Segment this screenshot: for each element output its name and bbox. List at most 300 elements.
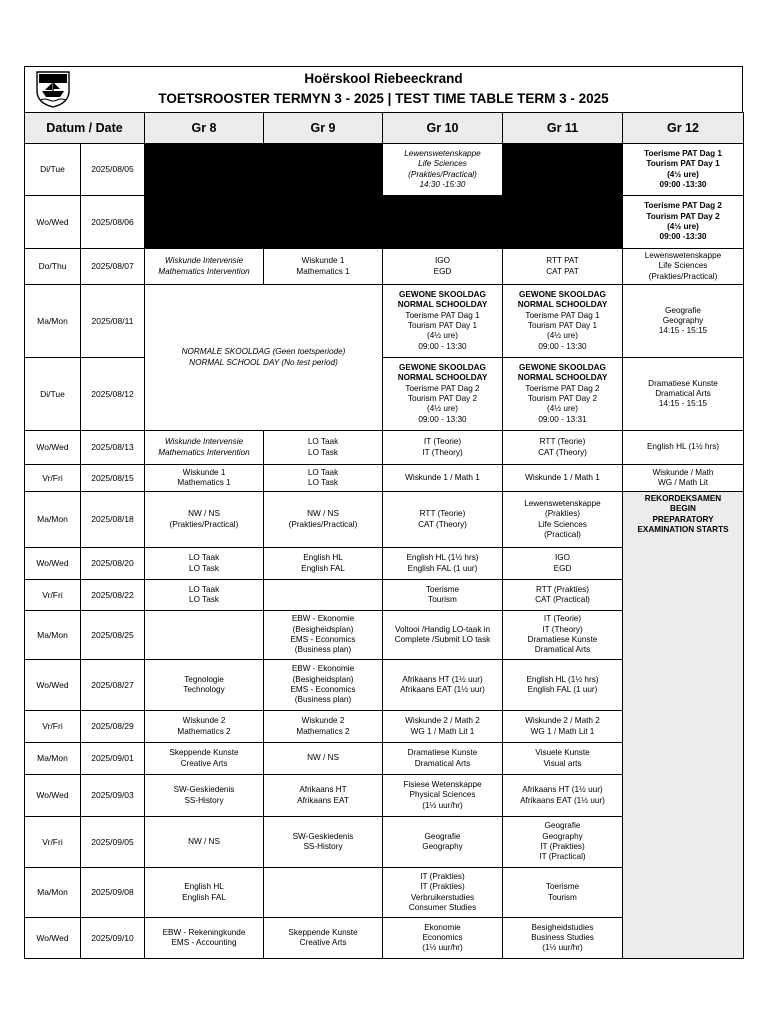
date-cell: 2025/08/20: [81, 548, 145, 580]
blocked-cell: [145, 196, 623, 249]
school-name: Hoërskool Riebeeckrand: [304, 71, 463, 86]
cell-line: IGO: [554, 553, 570, 563]
date-cell: 2025/08/22: [81, 580, 145, 611]
date-cell: 2025/08/06: [81, 196, 145, 249]
cell-line: Dramatical Arts: [534, 645, 591, 655]
cell-line: RTT (Teorie): [419, 509, 466, 519]
cell-line: Lewenswetenskappe: [404, 148, 481, 158]
normal-school-day-cell: [145, 285, 383, 431]
cell-line: NW / NS: [307, 753, 339, 763]
gr12-cell: [623, 144, 744, 196]
cell-line: REKORDEKSAMEN: [644, 494, 722, 503]
gr9-cell: [264, 492, 383, 548]
cell-line: IT (Practical): [539, 852, 586, 862]
gr11-cell: [503, 775, 623, 817]
cell-line: English HL: [184, 882, 224, 892]
cell-line: Toerisme PAT Dag 1: [644, 148, 722, 158]
cell-line: Geografie: [424, 831, 461, 841]
gr11-cell: [503, 285, 623, 358]
cell-line: Toerisme: [425, 584, 460, 594]
cell-line: Visual arts: [543, 758, 582, 768]
cell-line: Skeppende Kunste: [169, 748, 239, 758]
cell-line: (4½ ure): [427, 331, 458, 341]
day-cell: Wo/Wed: [25, 660, 81, 711]
cell-line: EGD: [553, 563, 572, 573]
cell-line: Wiskunde 1: [182, 467, 226, 477]
gr9-cell: [264, 817, 383, 868]
gr8-cell: [145, 775, 264, 817]
cell-line: NORMAL SCHOOLDAY: [517, 300, 608, 310]
cell-line: (Practical): [544, 529, 581, 539]
table-row: [25, 144, 744, 196]
cell-line: Life Sciences: [538, 519, 587, 529]
gr9-cell: [264, 465, 383, 492]
cell-line: Geography: [422, 842, 463, 851]
cell-line: CAT (Theory): [418, 519, 467, 529]
cell-line: Geografie: [665, 305, 701, 315]
header-gr10: Gr 10: [383, 113, 503, 144]
gr8-cell: [145, 465, 264, 492]
cell-line: Wiskunde 1: [301, 256, 345, 266]
cell-line: Physical Sciences: [409, 790, 476, 800]
gr11-cell: [503, 711, 623, 743]
cell-line: 09:00 - 13:30: [538, 341, 587, 351]
date-cell: 2025/08/11: [81, 285, 145, 358]
cell-line: SW-Geskiedenis: [173, 785, 235, 795]
gr10-cell: [383, 918, 503, 959]
cell-line: Creative Arts: [180, 758, 228, 768]
cell-line: Toerisme PAT Dag 2: [405, 383, 480, 393]
cell-line: Afrikaans HT (1½ uur): [402, 674, 483, 684]
gr11-cell: [503, 611, 623, 660]
gr11-cell: [503, 660, 623, 711]
gr10-cell: [383, 548, 503, 580]
date-cell: 2025/09/03: [81, 775, 145, 817]
cell-line: Lewenswetenskappe: [644, 251, 722, 261]
test-timetable: [24, 112, 744, 959]
header-gr12: Gr 12: [623, 113, 744, 144]
gr9-cell: [264, 431, 383, 465]
cell-line: Voltooi /Handig LO-taak in: [394, 624, 491, 634]
cell-line: EBW - Ekonomie: [291, 664, 355, 674]
gr9-cell: [264, 611, 383, 660]
cell-line: IT (Teorie): [543, 614, 582, 624]
cell-line: 14:15 - 15:15: [658, 399, 708, 409]
cell-line: SS-History: [184, 795, 224, 805]
cell-line: Verbruikerstudies: [410, 892, 475, 902]
gr9-cell: [264, 775, 383, 817]
gr8-cell: [145, 580, 264, 611]
cell-line: English HL (1½ hrs): [526, 674, 599, 684]
cell-line: Mathematics 2: [177, 726, 231, 736]
cell-line: Tourism PAT Day 2: [407, 394, 478, 403]
cell-line: (4½ ure): [547, 331, 578, 341]
date-cell: 2025/08/25: [81, 611, 145, 660]
cell-line: EXAMINATION STARTS: [637, 524, 729, 534]
gr10-cell: [383, 465, 503, 492]
cell-line: IT (Prakties): [420, 871, 465, 881]
cell-line: CAT (Practical): [535, 595, 590, 604]
cell-line: Mathematics Intervention: [158, 266, 250, 276]
gr10-cell: [383, 285, 503, 358]
gr8-cell: [145, 548, 264, 580]
cell-line: Toerisme PAT Dag 2: [644, 201, 722, 211]
document-title: TOETSROOSTER TERMYN 3 - 2025 | TEST TIME TABLE TERM 3 - 2025: [158, 91, 609, 106]
cell-line: LO Task: [308, 447, 338, 457]
cell-line: RTT (Teorie): [539, 437, 586, 447]
cell-line: Skeppende Kunste: [288, 927, 358, 937]
cell-line: EBW - Rekeningkunde: [162, 927, 246, 937]
gr9-cell: [264, 743, 383, 775]
cell-line: NORMAL SCHOOL DAY (No test period): [189, 357, 338, 367]
gr9-cell: [264, 868, 383, 918]
timetable-sheet: [24, 66, 743, 959]
cell-line: 09:00 -13:30: [659, 179, 707, 189]
cell-line: LO Taak: [188, 553, 220, 563]
cell-line: (4½ ure): [667, 222, 699, 231]
gr10-cell: [383, 580, 503, 611]
day-cell: Wo/Wed: [25, 196, 81, 249]
cell-line: Technology: [183, 685, 225, 694]
cell-line: (1½ uur/hr): [422, 943, 463, 953]
cell-line: Mathematics 1: [296, 266, 350, 276]
gr10-cell: [383, 711, 503, 743]
cell-line: Tourism PAT Day 1: [646, 159, 720, 169]
cell-line: Fisiese Wetenskappe: [403, 780, 482, 790]
gr10-cell: [383, 743, 503, 775]
cell-line: Wiskunde 2: [301, 716, 345, 726]
cell-line: (Besigheidsplan): [292, 624, 354, 634]
gr11-cell: [503, 249, 623, 285]
cell-line: EGD: [433, 266, 452, 276]
cell-line: Dramatical Arts: [655, 388, 711, 398]
day-cell: Do/Thu: [25, 249, 81, 285]
cell-line: (Business plan): [294, 695, 352, 705]
cell-line: Wiskunde / Math: [652, 467, 714, 477]
cell-line: Life Sciences: [418, 159, 467, 169]
gr9-cell: [264, 711, 383, 743]
cell-line: LO Taak: [188, 584, 220, 594]
gr9-cell: [264, 580, 383, 611]
day-cell: Vr/Fri: [25, 711, 81, 743]
cell-line: Toerisme PAT Dag 1: [525, 310, 600, 320]
day-cell: Ma/Mon: [25, 868, 81, 918]
gr12-cell: [623, 465, 744, 492]
gr8-cell: [145, 817, 264, 868]
cell-line: (Besigheidsplan): [292, 674, 354, 684]
cell-line: English FAL (1 uur): [407, 563, 478, 573]
cell-line: EBW - Ekonomie: [291, 614, 355, 624]
cell-line: NORMAL SCHOOLDAY: [397, 373, 488, 383]
date-cell: 2025/09/01: [81, 743, 145, 775]
cell-line: Dramatiese Kunste: [527, 635, 598, 644]
gr8-cell: [145, 611, 264, 660]
cell-line: Dramatiese Kunste: [407, 748, 478, 758]
cell-line: Complete /Submit LO task: [394, 635, 491, 644]
cell-line: Tegnologie: [184, 674, 224, 684]
gr11-cell: [503, 580, 623, 611]
gr11-cell: [503, 358, 623, 431]
gr11-cell: [503, 548, 623, 580]
cell-line: Tourism PAT Day 2: [646, 211, 720, 221]
cell-line: Geography: [542, 831, 583, 841]
cell-line: NORMAL SCHOOLDAY: [517, 373, 608, 383]
cell-line: IT (Prakties): [540, 842, 585, 851]
gr11-cell: [503, 465, 623, 492]
cell-line: 09:00 -13:30: [659, 232, 707, 242]
gr10-cell: [383, 249, 503, 285]
gr11-cell: [503, 743, 623, 775]
cell-line: English HL (1½ hrs): [646, 442, 720, 452]
cell-line: Afrikaans EAT (1½ uur): [520, 795, 605, 805]
cell-line: IGO: [434, 256, 450, 266]
cell-line: Business Studies: [531, 932, 594, 942]
header-date: Datum / Date: [25, 113, 145, 144]
cell-line: English HL (1½ hrs): [406, 553, 479, 563]
gr8-cell: [145, 492, 264, 548]
gr12-cell: [623, 358, 744, 431]
blocked-cell: [503, 144, 623, 196]
cell-line: 09:00 - 13:31: [538, 414, 587, 424]
cell-line: Wiskunde 1 / Math 1: [405, 472, 480, 482]
cell-line: 14:30 -15:30: [419, 179, 466, 189]
header-row: [25, 113, 744, 144]
cell-line: RTT (Prakties): [536, 584, 589, 594]
day-cell: Ma/Mon: [25, 611, 81, 660]
cell-line: Wiskunde Intervensie: [164, 256, 244, 266]
cell-line: LO Task: [308, 478, 338, 487]
cell-line: (Prakties/Practical): [648, 271, 718, 281]
gr10-cell: [383, 144, 503, 196]
cell-line: Dramatiese Kunste: [648, 378, 718, 388]
cell-line: Life Sciences: [658, 261, 708, 271]
table-row: [25, 196, 744, 249]
cell-line: SS-History: [303, 842, 343, 851]
cell-line: WG 1 / Math Lit 1: [530, 726, 595, 736]
gr8-cell: [145, 249, 264, 285]
table-row: [25, 431, 744, 465]
cell-line: (4½ ure): [427, 404, 458, 414]
cell-line: LO Taak: [307, 467, 339, 477]
gr12-cell: [623, 196, 744, 249]
day-cell: Ma/Mon: [25, 285, 81, 358]
cell-line: Afrikaans HT: [299, 785, 347, 795]
cell-line: LO Taak: [307, 437, 339, 447]
gr10-cell: [383, 868, 503, 918]
gr9-cell: [264, 918, 383, 959]
cell-line: Wiskunde 1 / Math 1: [525, 472, 600, 482]
cell-line: Consumer Studies: [408, 902, 477, 912]
cell-line: Mathematics 1: [177, 478, 231, 487]
gr10-cell: [383, 611, 503, 660]
date-cell: 2025/08/29: [81, 711, 145, 743]
cell-line: Tourism PAT Day 2: [527, 394, 598, 403]
gr8-cell: [145, 431, 264, 465]
cell-line: (1½ uur/hr): [542, 943, 583, 953]
gr10-cell: [383, 492, 503, 548]
cell-line: Dramatical Arts: [414, 758, 471, 768]
cell-line: (Prakties/Practical): [288, 519, 358, 529]
date-cell: 2025/08/05: [81, 144, 145, 196]
cell-line: 09:00 - 13:30: [418, 414, 467, 424]
cell-line: Wiskunde 2 / Math 2: [405, 716, 480, 726]
cell-line: NW / NS: [307, 509, 339, 519]
cell-line: CAT PAT: [546, 266, 579, 276]
cell-line: Geografie: [544, 821, 581, 831]
gr10-cell: [383, 358, 503, 431]
cell-line: GEWONE SKOOLDAG: [519, 290, 606, 300]
gr11-cell: [503, 492, 623, 548]
blocked-cell: [145, 144, 383, 196]
gr10-cell: [383, 817, 503, 868]
gr8-cell: [145, 711, 264, 743]
cell-line: English HL: [303, 553, 343, 563]
gr12-cell: [623, 285, 744, 358]
cell-line: 14:15 - 15:15: [658, 326, 708, 336]
cell-line: Lewenswetenskappe: [524, 498, 601, 508]
gr12-cell: [623, 431, 744, 465]
date-cell: 2025/09/05: [81, 817, 145, 868]
cell-line: Mathematics Intervention: [158, 447, 250, 457]
cell-line: (Business plan): [294, 645, 352, 655]
day-cell: Vr/Fri: [25, 465, 81, 492]
cell-line: BEGIN: [670, 504, 696, 514]
date-cell: 2025/08/27: [81, 660, 145, 711]
day-cell: Vr/Fri: [25, 580, 81, 611]
day-cell: Ma/Mon: [25, 743, 81, 775]
table-row: [25, 358, 744, 431]
day-cell: Di/Tue: [25, 358, 81, 431]
gr11-cell: [503, 918, 623, 959]
day-cell: Wo/Wed: [25, 548, 81, 580]
cell-line: Toerisme: [545, 882, 580, 892]
cell-line: WG 1 / Math Lit 1: [410, 726, 475, 736]
cell-line: IT (Prakties): [420, 882, 465, 892]
cell-line: Tourism PAT Day 1: [407, 321, 478, 330]
cell-line: (4½ ure): [547, 404, 578, 414]
cell-line: NW / NS: [188, 836, 220, 846]
date-cell: 2025/09/08: [81, 868, 145, 918]
date-cell: 2025/08/18: [81, 492, 145, 548]
day-cell: Wo/Wed: [25, 918, 81, 959]
day-cell: Di/Tue: [25, 144, 81, 196]
cell-line: LO Task: [189, 563, 219, 573]
day-cell: Wo/Wed: [25, 431, 81, 465]
date-cell: 2025/08/12: [81, 358, 145, 431]
gr8-cell: [145, 918, 264, 959]
gr9-cell: [264, 548, 383, 580]
gr8-cell: [145, 868, 264, 918]
cell-line: NORMAL SCHOOLDAY: [397, 300, 488, 310]
cell-line: English FAL: [301, 563, 345, 573]
cell-line: Geography: [662, 315, 704, 325]
cell-line: (Prakties/Practical): [169, 519, 239, 529]
cell-line: CAT (Theory): [538, 447, 587, 457]
gr12-exam-cell: [623, 492, 744, 959]
cell-line: IT (Teorie): [423, 437, 462, 447]
cell-line: (1½ uur/hr): [422, 800, 463, 810]
cell-line: EMS - Economics: [290, 685, 356, 694]
date-cell: 2025/08/07: [81, 249, 145, 285]
day-cell: Wo/Wed: [25, 775, 81, 817]
table-row: [25, 465, 744, 492]
cell-line: Toerisme PAT Dag 1: [405, 310, 480, 320]
gr10-cell: [383, 431, 503, 465]
gr12-cell: [623, 249, 744, 285]
cell-line: Ekonomie: [424, 922, 461, 932]
cell-line: Besigheidstudies: [531, 922, 594, 932]
cell-line: Tourism: [428, 595, 457, 604]
gr8-cell: [145, 660, 264, 711]
gr11-cell: [503, 868, 623, 918]
cell-line: PREPARATORY: [652, 514, 714, 524]
table-row: [25, 249, 744, 285]
cell-line: Toerisme PAT Dag 2: [525, 383, 600, 393]
cell-line: NORMALE SKOOLDAG (Geen toetsperiode): [181, 347, 346, 357]
cell-line: (Prakties/Practical): [408, 169, 477, 179]
cell-line: GEWONE SKOOLDAG: [519, 363, 606, 373]
cell-line: IT (Theory): [542, 624, 583, 634]
cell-line: 09:00 - 13:30: [418, 341, 467, 351]
header-gr11: Gr 11: [503, 113, 623, 144]
cell-line: WG / Math Lit: [657, 478, 709, 487]
cell-line: GEWONE SKOOLDAG: [399, 363, 486, 373]
cell-line: LO Task: [189, 595, 219, 604]
title-block: [24, 66, 743, 112]
day-cell: Ma/Mon: [25, 492, 81, 548]
cell-line: NW / NS: [188, 509, 220, 519]
cell-line: Afrikaans HT (1½ uur): [522, 785, 603, 795]
cell-line: Mathematics 2: [296, 726, 350, 736]
cell-line: Wiskunde Intervensie: [164, 437, 244, 447]
day-cell: Vr/Fri: [25, 817, 81, 868]
cell-line: Wiskunde 2: [182, 716, 226, 726]
gr9-cell: [264, 660, 383, 711]
cell-line: GEWONE SKOOLDAG: [399, 290, 486, 300]
cell-line: Afrikaans EAT (1½ uur): [400, 685, 485, 694]
header-gr8: Gr 8: [145, 113, 264, 144]
gr10-cell: [383, 660, 503, 711]
cell-line: English FAL (1 uur): [527, 685, 598, 694]
cell-line: Afrikaans EAT: [297, 795, 349, 805]
gr9-cell: [264, 249, 383, 285]
cell-line: Tourism: [548, 892, 577, 902]
table-row: [25, 285, 744, 358]
cell-line: SW-Geskiedenis: [292, 831, 354, 841]
header-gr9: Gr 9: [264, 113, 383, 144]
table-row: [25, 492, 744, 548]
cell-line: Economics: [422, 932, 463, 942]
gr10-cell: [383, 775, 503, 817]
cell-line: (Prakties): [544, 509, 581, 519]
cell-line: English FAL: [182, 892, 226, 902]
cell-line: EMS - Economics: [290, 635, 356, 644]
date-cell: 2025/09/10: [81, 918, 145, 959]
gr11-cell: [503, 817, 623, 868]
cell-line: Wiskunde 2 / Math 2: [525, 716, 600, 726]
cell-line: (4½ ure): [667, 169, 699, 179]
cell-line: Tourism PAT Day 1: [527, 321, 598, 330]
gr8-cell: [145, 743, 264, 775]
cell-line: IT (Theory): [422, 447, 463, 457]
gr11-cell: [503, 431, 623, 465]
date-cell: 2025/08/15: [81, 465, 145, 492]
cell-line: EMS - Accounting: [171, 938, 237, 947]
cell-line: Creative Arts: [299, 938, 347, 947]
cell-line: RTT PAT: [546, 256, 579, 266]
date-cell: 2025/08/13: [81, 431, 145, 465]
cell-line: Visuele Kunste: [535, 748, 590, 758]
